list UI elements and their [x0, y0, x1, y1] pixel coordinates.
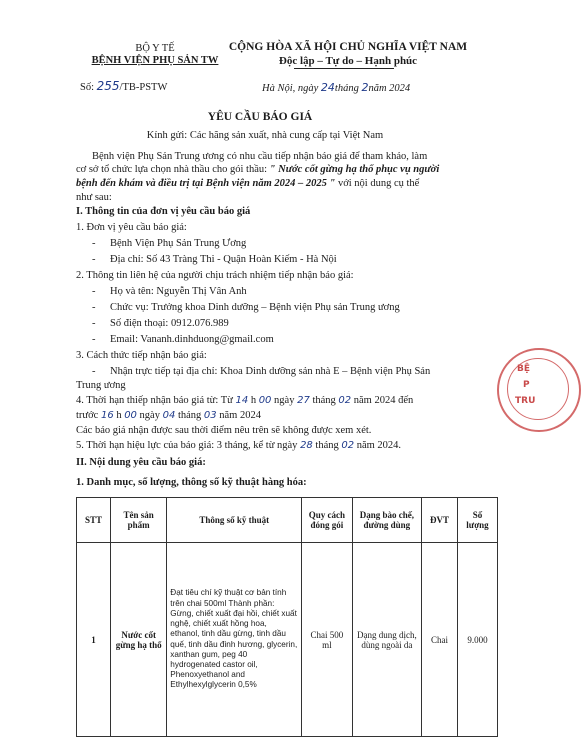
intro-line-3-tail: với nội dung cụ thể: [335, 178, 420, 189]
dash-1: -: [92, 238, 96, 249]
dash-7: -: [92, 366, 96, 377]
cell-packing: Chai 500 ml: [302, 543, 353, 737]
doc-number-handwritten: 255: [96, 79, 120, 93]
recipient-line: Kính gửi: Các hãng sản xuất, nhà cung cấp tại Việt Nam: [146, 130, 384, 141]
item-1b: Địa chỉ: Số 43 Tràng Thi - Quận Hoàn Kiếm - Hà Nội: [110, 254, 337, 265]
section-1-heading: I. Thông tin của đơn vị yêu cầu báo giá: [76, 206, 251, 217]
cell-specification: Đạt tiêu chí kỹ thuật cơ bản tính trên chai 500ml Thành phần: Gừng, chiết xuất đại hồi, chiết xuất nghệ, chiết xuất hồng hoa, ethanol, tinh dầu gừng, tinh dầu quế, tinh dầu đinh hương, glycerin, xanthan gum, peg 40 hydrogenated castor oil, Phenoxyethanol and Ethylhexylglycerin 0,5%: [167, 543, 302, 737]
motto-underline: [294, 68, 394, 69]
dash-3: -: [92, 286, 96, 297]
col-product-name: Tên sản phẩm: [111, 498, 167, 543]
item-4-h: h: [250, 395, 257, 406]
item-4-text-f: năm 2024 đến: [353, 395, 414, 406]
hw-minute-start: 00: [258, 395, 272, 406]
item-2c: Số điện thoại: 0912.076.989: [110, 318, 229, 329]
section-2-heading: II. Nội dung yêu cầu báo giá:: [76, 457, 206, 468]
issue-date: [262, 81, 410, 96]
package-name-part-2: bệnh đến khám và điều trị tại Bệnh viện năm 2024 – 2025 ": [76, 178, 336, 189]
date-prefix: Hà Nội, ngày: [262, 83, 319, 94]
item-2b: Chức vụ: Trưởng khoa Dinh dưỡng – Bệnh viện Phụ sản Trung ương: [110, 302, 400, 313]
document-title: YÊU CẦU BÁO GIÁ: [207, 111, 313, 123]
item-4-thang: tháng: [312, 395, 336, 406]
item-5-year: năm 2024.: [356, 440, 402, 451]
col-quantity: Số lượng: [457, 498, 497, 543]
cell-stt: 1: [77, 543, 111, 737]
hw-validity-day: 28: [300, 440, 313, 451]
doc-number-prefix: Số:: [80, 82, 95, 93]
hospital-name: BỆNH VIỆN PHỤ SẢN TW: [91, 55, 219, 66]
table-row: [77, 543, 498, 737]
col-unit: ĐVT: [421, 498, 457, 543]
hw-day-start: 27: [297, 395, 310, 406]
item-3a-cont: Trung ương: [76, 380, 126, 391]
intro-line-3: [76, 177, 419, 191]
cell-unit: Chai: [421, 543, 457, 737]
intro-line-2a: cơ sở tổ chức lựa chọn nhà thầu cho gói thầu:: [76, 164, 270, 175]
hw-hour-end: 16: [100, 410, 114, 421]
date-year: năm 2024: [368, 83, 411, 94]
date-day: 24: [320, 81, 335, 94]
col-stt: STT: [77, 498, 111, 543]
seal-text-2: P: [523, 380, 530, 390]
hw-month-end: 03: [203, 410, 217, 421]
col-packing: Quy cách đóng gói: [302, 498, 353, 543]
item-4-h-2: h: [116, 410, 122, 421]
item-4-line-1: [76, 394, 413, 408]
national-motto: Độc lập – Tự do – Hạnh phúc: [278, 55, 418, 67]
item-3: 3. Cách thức tiếp nhận báo giá:: [76, 350, 207, 361]
dash-6: -: [92, 334, 96, 345]
hw-day-end: 04: [162, 410, 176, 421]
item-4-text-a: 4. Thời hạn thiếp nhận báo giá từ: Từ: [76, 395, 233, 406]
hw-minute-end: 00: [124, 410, 137, 421]
intro-line-1: Bệnh viện Phụ Sản Trung ương có nhu cầu tiếp nhận báo giá để tham khảo, làm: [92, 151, 428, 162]
ministry-name: BỘ Y TẾ: [135, 43, 175, 54]
seal-text-3: TRU: [515, 396, 536, 406]
date-month-label: tháng: [334, 83, 359, 94]
hospital-seal-stamp: [497, 348, 581, 432]
item-5: [76, 439, 401, 453]
national-title: CỘNG HÒA XÃ HỘI CHỦ NGHĨA VIỆT NAM: [228, 41, 468, 53]
date-month: 2: [361, 81, 369, 94]
dash-5: -: [92, 318, 96, 329]
hw-hour-start: 14: [235, 395, 249, 406]
item-2a: Họ và tên: Nguyễn Thị Vân Anh: [110, 286, 247, 297]
item-5-text-a: 5. Thời hạn hiệu lực của báo giá: 3 tháng, kể từ ngày: [76, 440, 298, 451]
table-header-row: [77, 498, 498, 543]
item-4-ngay-2: ngày: [139, 410, 160, 421]
item-3a: Nhận trực tiếp tại địa chỉ: Khoa Dinh dưỡng sản nhà E – Bệnh viện Phụ Sản: [110, 366, 431, 377]
hw-validity-month: 02: [341, 440, 355, 451]
item-4-line-2: [76, 409, 261, 423]
hw-month-start: 02: [338, 395, 352, 406]
item-1a: Bệnh Viện Phụ Sản Trung Ương: [110, 238, 247, 249]
intro-line-2: [76, 163, 439, 177]
item-5-thang: tháng: [315, 440, 339, 451]
col-dosage-form: Dạng bào chế, đường dùng: [352, 498, 421, 543]
item-4-ngay: ngày: [274, 395, 295, 406]
item-4-thang-2: tháng: [177, 410, 202, 421]
item-2d: Email: Vananh.dinhduong@gmail.com: [110, 334, 274, 345]
package-name-part-1: " Nước cốt gừng hạ thổ phục vụ người: [269, 164, 440, 175]
cell-product-name: Nước cốt gừng hạ thổ: [111, 543, 167, 737]
item-4-year: năm 2024: [219, 410, 261, 421]
item-4-truoc: trước: [76, 410, 99, 421]
col-specification: Thông số kỹ thuật: [167, 498, 302, 543]
dash-4: -: [92, 302, 96, 313]
item-4-note: Các báo giá nhận được sau thời điểm nêu trên sẽ không được xem xét.: [76, 425, 372, 436]
doc-number-suffix: /TB-PSTW: [119, 82, 168, 93]
doc-number: [80, 79, 167, 95]
items-table: [76, 497, 498, 737]
cell-dosage-form: Dạng dung dịch, dùng ngoài da: [352, 543, 421, 737]
section-2-sub-1: 1. Danh mục, số lượng, thông số kỹ thuật hàng hóa:: [76, 477, 307, 488]
seal-text-1: BỆ: [517, 364, 531, 374]
intro-line-4: như sau:: [76, 192, 112, 203]
cell-quantity: 9.000: [457, 543, 497, 737]
item-1: 1. Đơn vị yêu cầu báo giá:: [76, 222, 187, 233]
item-2: 2. Thông tin liên hệ của người chịu trách nhiệm tiếp nhận báo giá:: [76, 270, 354, 281]
dash-2: -: [92, 254, 96, 265]
